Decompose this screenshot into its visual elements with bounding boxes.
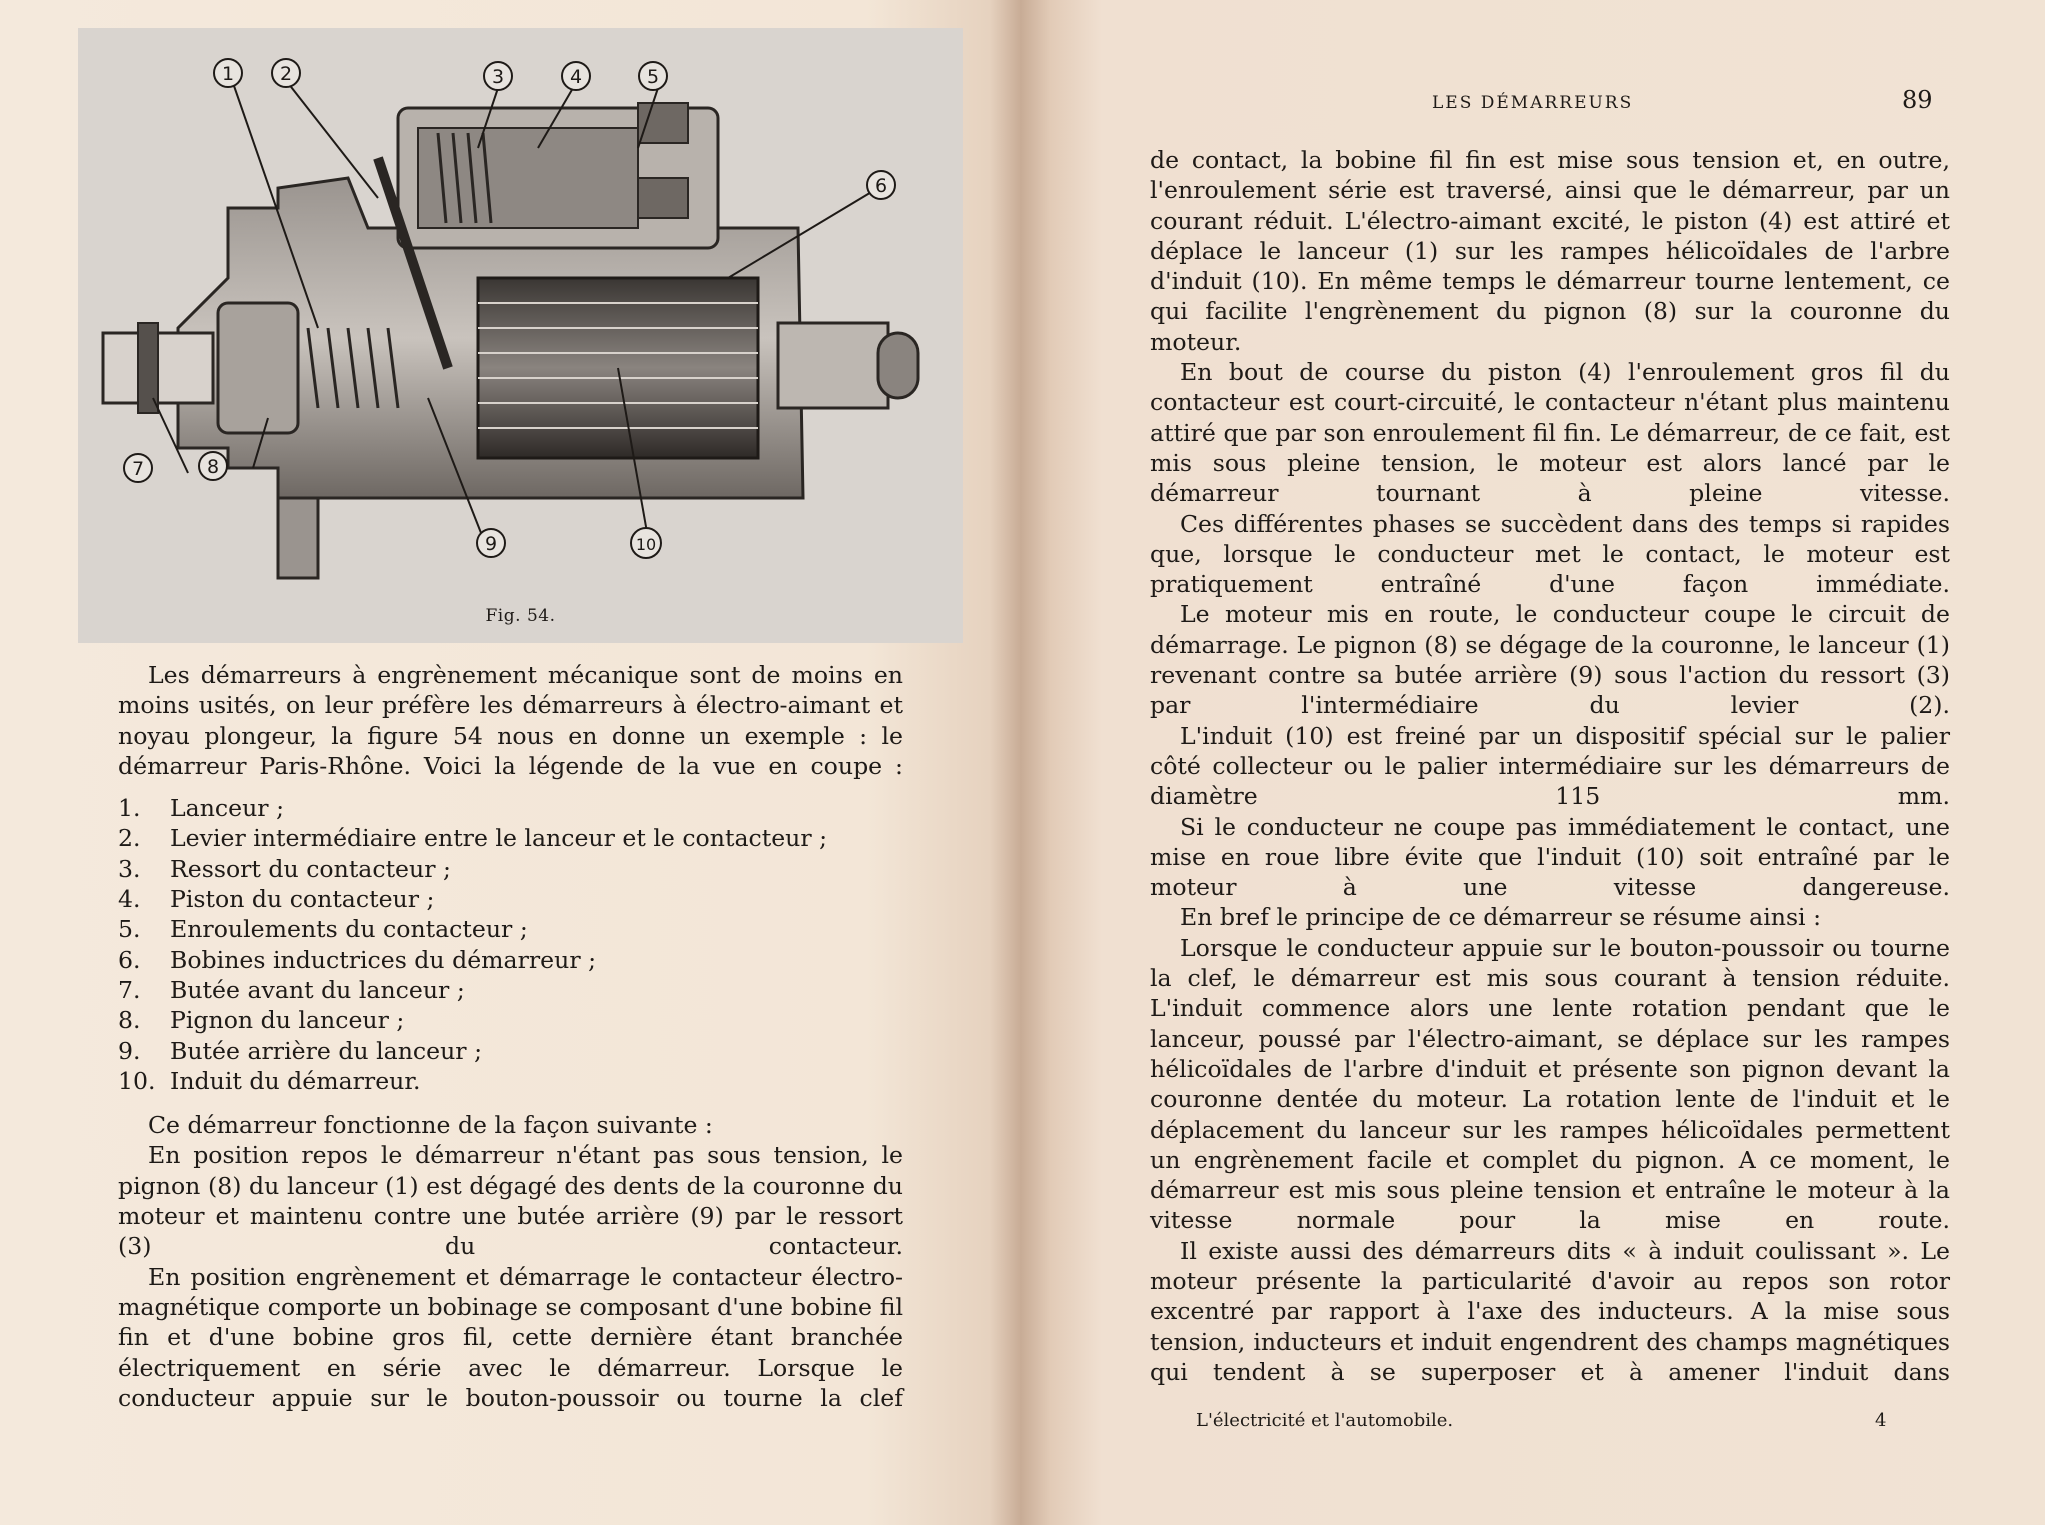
callout-3: [484, 62, 512, 90]
legend-item: 2. Levier intermédiaire entre le lanceur et le contacteur ;: [118, 824, 828, 853]
callout-2: [272, 59, 300, 87]
body-paragraph: Ces différentes phases se succèdent dans des temps si rapides que, lorsque le conducteur met le contact, le moteur est pratiquement entraîné d'une façon immédiate.: [1150, 509, 1950, 599]
svg-text:9: 9: [484, 533, 498, 555]
body-paragraph: Si le conducteur ne coupe pas immédiatement le contact, une mise en roue libre évite que l'induit (10) soit entraîné par le moteur à une vitesse dangereuse.: [1150, 812, 1950, 902]
svg-text:5: 5: [646, 66, 660, 88]
starter-cross-section-illustration: [78, 28, 963, 643]
body-paragraph: Le moteur mis en route, le conducteur coupe le circuit de démarrage. Le pignon (8) se dégage de la couronne, le lanceur (1) revenant contre sa butée arrière (9) sous l'action du ressort (3) par l'intermédiaire du levier (2).: [1150, 600, 1950, 720]
callout-7: [124, 454, 152, 482]
callout-8: [199, 452, 227, 480]
callout-10: [631, 528, 661, 558]
legend-item: 3. Ressort du contacteur ;: [118, 854, 451, 883]
svg-text:8: 8: [206, 456, 220, 478]
figure-caption: Fig. 54.: [485, 606, 556, 626]
running-head: LES DÉMARREURS: [1432, 93, 1634, 113]
svg-text:2: 2: [279, 63, 293, 85]
svg-text:7: 7: [131, 458, 145, 480]
legend-item: 10. Induit du démarreur.: [118, 1066, 421, 1095]
footer-signature-number: 4: [1875, 1410, 1887, 1431]
svg-text:1: 1: [221, 63, 235, 85]
callout-4: [562, 62, 590, 90]
legend-item: 1. Lanceur ;: [118, 794, 285, 823]
callout-9: [477, 529, 505, 557]
legend-item: 9. Butée arrière du lanceur ;: [118, 1036, 483, 1065]
callout-1: [214, 59, 242, 87]
body-paragraph: En bref le principe de ce démarreur se résume ainsi :: [1180, 903, 1822, 932]
body-paragraph: En bout de course du piston (4) l'enroulement gros fil du contacteur est court-circuité, le contacteur n'étant plus maintenu attiré que par son enroulement fil fin. Le démarreur, de ce fait, est mis sous pleine tension, le moteur est alors lancé par le démarreur tournant à pleine vitesse.: [1150, 358, 1950, 508]
right-page-text: [1150, 145, 1950, 1387]
legend-item: 5. Enroulements du contacteur ;: [118, 915, 528, 944]
body-paragraph: En position engrènement et démarrage le contacteur électro-magnétique comporte un bobinage se composant d'une bobine fil fin et d'une bobine gros fil, cette dernière étant branchée électriquement en série avec le démarreur. Lorsque le conducteur appuie sur le bouton-poussoir ou tourne la clef: [118, 1262, 903, 1412]
page-number: 89: [1902, 86, 1933, 114]
legend-item: 6. Bobines inductrices du démarreur ;: [118, 945, 597, 974]
left-page-text: [118, 660, 903, 1413]
callout-5: [639, 62, 667, 90]
intro-paragraph: Les démarreurs à engrènement mécanique sont de moins en moins usités, on leur préfère les démarreurs à électro-aimant et noyau plongeur, la figure 54 nous en donne un exemple : le démarreur Paris-Rhône. Voici la légende de la vue en coupe :: [118, 661, 903, 780]
right-page: [1020, 0, 2045, 1525]
callout-6: [867, 171, 895, 199]
figure-legend: [118, 793, 903, 1096]
starter-figure: [78, 28, 963, 643]
svg-text:3: 3: [491, 66, 505, 88]
body-paragraph: de contact, la bobine fil fin est mise sous tension et, en outre, l'enroulement série est traversé, ainsi que le démarreur, par un courant réduit. L'électro-aimant excité, le piston (4) est attiré et déplace le lanceur (1) sur les rampes hélicoïdales de l'arbre d'induit (10). En même temps le démarreur tourne lentement, ce qui facilite l'engrènement du pignon (8) sur la couronne du moteur.: [1150, 146, 1950, 356]
body-paragraph: Lorsque le conducteur appuie sur le bouton-poussoir ou tourne la clef, le démarreur est mis sous courant à tension réduite. L'induit commence alors une lente rotation pendant que le lanceur, poussé par l'électro-aimant, se déplace sur les rampes hélicoïdales de l'arbre d'induit et présente son pignon devant la couronne dentée du moteur. La rotation lente de l'induit et le déplacement du lanceur sur les rampes hélicoïdales permettent un engrènement facile et complet du pignon. A ce moment, le démarreur est mis sous pleine tension et entraîne le moteur à la vitesse normale pour la mise en route.: [1150, 933, 1950, 1235]
legend-item: 7. Butée avant du lanceur ;: [118, 975, 465, 1004]
footer-book-title: L'électricité et l'automobile.: [1196, 1410, 1454, 1431]
legend-item: 4. Piston du contacteur ;: [118, 885, 435, 914]
left-page: [0, 0, 1020, 1525]
svg-text:6: 6: [874, 175, 888, 197]
body-paragraph: En position repos le démarreur n'étant pas sous tension, le pignon (8) du lanceur (1) est dégagé des dents de la couronne du moteur et maintenu contre une butée arrière (9) par le ressort (3) du contacteur.: [118, 1141, 903, 1261]
svg-text:10: 10: [635, 535, 657, 554]
legend-item: 8. Pignon du lanceur ;: [118, 1006, 405, 1035]
body-paragraph: Il existe aussi des démarreurs dits « à induit coulissant ». Le moteur présente la particularité d'avoir au repos son rotor excentré par rapport à l'axe des inducteurs. A la mise sous tension, inducteurs et induit engendrent des champs magnétiques qui tendent à se superposer et à amener l'induit dans: [1150, 1236, 1950, 1386]
svg-text:4: 4: [569, 66, 583, 88]
body-paragraph: Ce démarreur fonctionne de la façon suivante :: [148, 1111, 713, 1140]
body-paragraph: L'induit (10) est freiné par un dispositif spécial sur le palier côté collecteur ou le palier intermédiaire sur les démarreurs de diamètre 115 mm.: [1150, 721, 1950, 811]
